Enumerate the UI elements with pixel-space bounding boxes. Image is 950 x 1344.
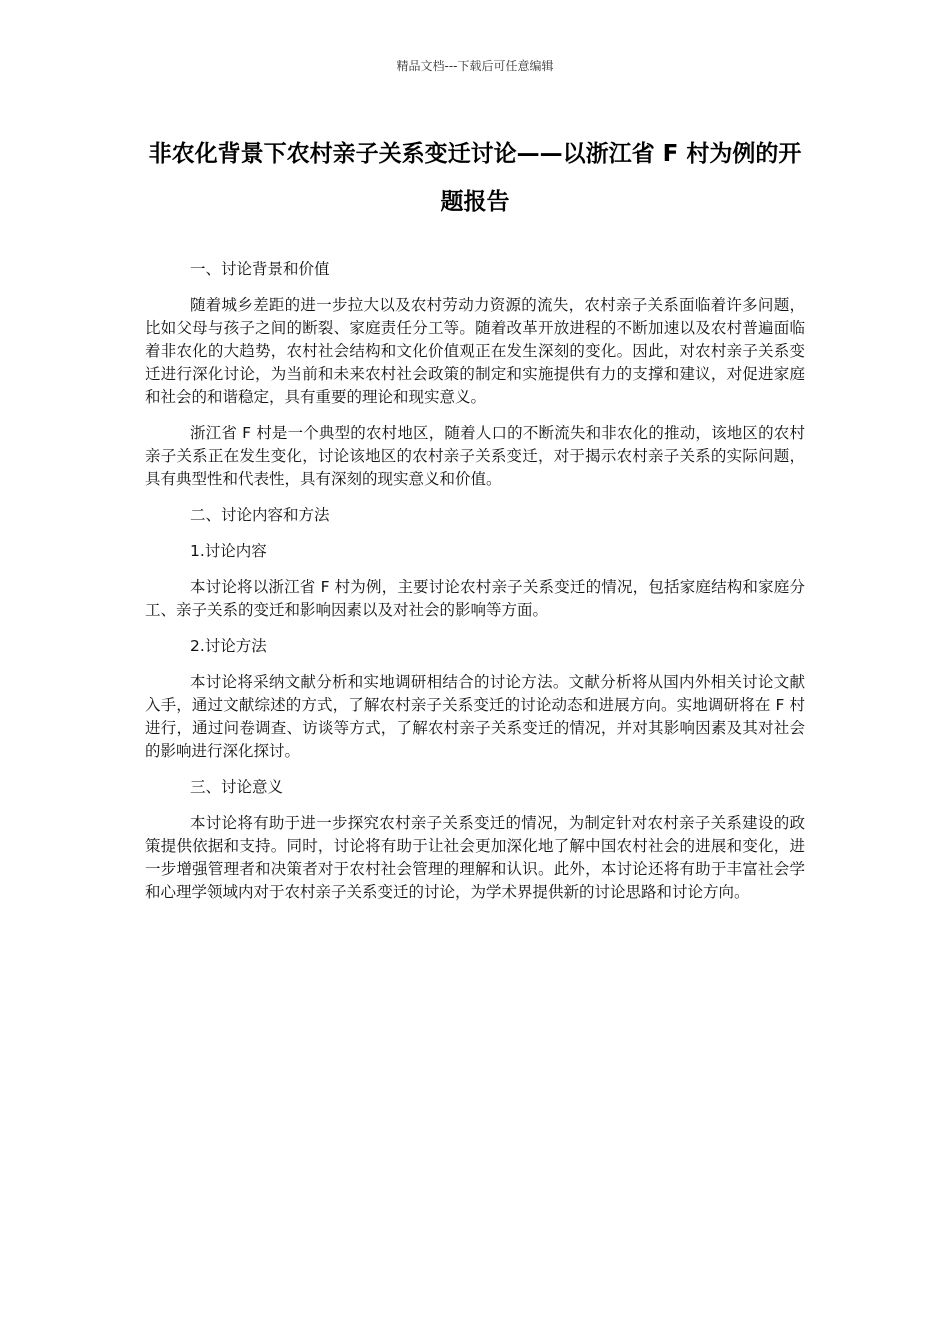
paragraph-content: 本讨论将以浙江省 F 村为例，主要讨论农村亲子关系变迁的情况，包括家庭结构和家庭分工、亲子关系的变迁和影响因素以及对社会的影响等方面。 xyxy=(145,578,805,619)
section-heading-content-method: 二、讨论内容和方法 xyxy=(190,506,330,524)
section-heading-background: 一、讨论背景和价值 xyxy=(190,260,330,278)
header-note: 精品文档---下载后可任意编辑 xyxy=(396,59,554,73)
document-body xyxy=(145,258,805,917)
subheading-content: 1.讨论内容 xyxy=(190,542,267,560)
paragraph-background-1: 随着城乡差距的进一步拉大以及农村劳动力资源的流失，农村亲子关系面临着许多问题，比如父母与孩子之间的断裂、家庭责任分工等。随着改革开放进程的不断加速以及农村普遍面临着非农化的大趋势，农村社会结构和文化价值观正在发生深刻的变化。因此，对农村亲子关系变迁进行深化讨论，为当前和未来农村社会政策的制定和实施提供有力的支撑和建议，对促进家庭和社会的和谐稳定，具有重要的理论和现实意义。 xyxy=(145,296,805,406)
section-heading-significance: 三、讨论意义 xyxy=(190,778,284,796)
paragraph-background-2: 浙江省 F 村是一个典型的农村地区，随着人口的不断流失和非农化的推动，该地区的农村亲子关系正在发生变化，讨论该地区的农村亲子关系变迁，对于揭示农村亲子关系的实际问题，具有典型性和代表性，具有深刻的现实意义和价值。 xyxy=(145,424,805,488)
document-title: 非农化背景下农村亲子关系变迁讨论——以浙江省 F 村为例的开题报告 xyxy=(148,141,802,215)
paragraph-significance: 本讨论将有助于进一步探究农村亲子关系变迁的情况，为制定针对农村亲子关系建设的政策提供依据和支持。同时，讨论将有助于让社会更加深化地了解中国农村社会的进展和变化，进一步增强管理者和决策者对于农村社会管理的理解和认识。此外，本讨论还将有助于丰富社会学和心理学领域内对于农村亲子关系变迁的讨论，为学术界提供新的讨论思路和讨论方向。 xyxy=(145,814,805,901)
paragraph-method: 本讨论将采纳文献分析和实地调研相结合的讨论方法。文献分析将从国内外相关讨论文献入手，通过文献综述的方式，了解农村亲子关系变迁的讨论动态和进展方向。实地调研将在 F 村进行，通过问卷调查、访谈等方式，了解农村亲子关系变迁的情况，并对其影响因素及其对社会的影响进行深化探讨。 xyxy=(145,673,805,760)
subheading-method: 2.讨论方法 xyxy=(190,637,267,655)
